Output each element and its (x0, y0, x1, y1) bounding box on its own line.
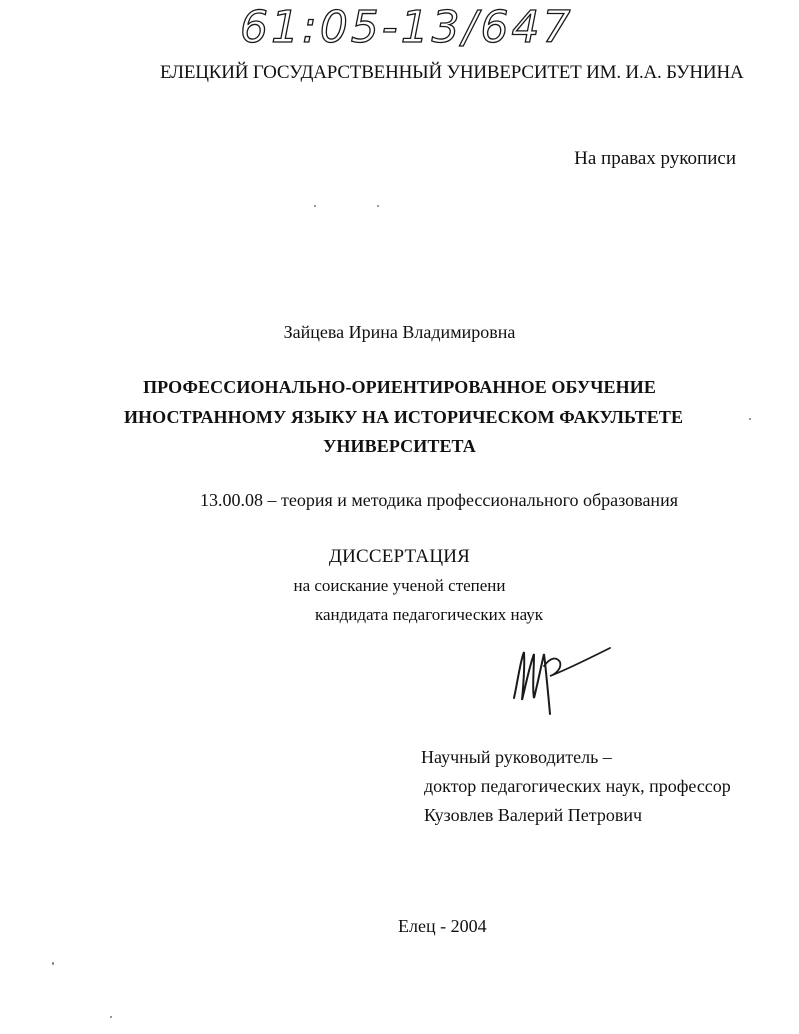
signature-stroke-1 (514, 652, 550, 714)
thesis-title-line-2: ИНОСТРАННОМУ ЯЗЫКУ НА ИСТОРИЧЕСКОМ ФАКУЛЬТЕТЕ (123, 407, 684, 427)
handwritten-archive-number-drawing (238, 2, 588, 53)
degree-line-2: кандидата педагогических наук (315, 605, 544, 624)
university-name: ЕЛЕЦКИЙ ГОСУДАРСТВЕННЫЙ УНИВЕРСИТЕТ ИМ. И.А. БУНИНА (160, 62, 744, 83)
specialty-code: 13.00.08 – теория и методика профессионального образования (200, 490, 678, 510)
supervisor-label: Научный руководитель – (421, 747, 612, 767)
document-type: ДИССЕРТАЦИЯ (328, 546, 471, 567)
handwritten-archive-number (238, 2, 588, 53)
signature-drawing (510, 640, 620, 720)
scan-speck (52, 962, 54, 965)
scan-speck (377, 205, 379, 207)
thesis-title-line-1: ПРОФЕССИОНАЛЬНО-ОРИЕНТИРОВАННОЕ ОБУЧЕНИЕ (143, 377, 656, 397)
signature (510, 640, 620, 720)
scan-speck (110, 1016, 112, 1018)
supervisor-degree: доктор педагогических наук, профессор (424, 776, 731, 796)
archive-number-text: 61:05-13/647 (240, 2, 574, 53)
author-name: Зайцева Ирина Владимировна (283, 322, 516, 342)
degree-line-1: на соискание ученой степени (293, 576, 506, 595)
city-and-year: Елец - 2004 (398, 916, 487, 936)
signature-stroke-2 (544, 648, 610, 676)
thesis-title-line-3: УНИВЕРСИТЕТА (323, 436, 476, 456)
supervisor-name: Кузовлев Валерий Петрович (424, 805, 643, 825)
scan-speck (314, 205, 316, 207)
manuscript-rights-note: На правах рукописи (574, 148, 736, 169)
